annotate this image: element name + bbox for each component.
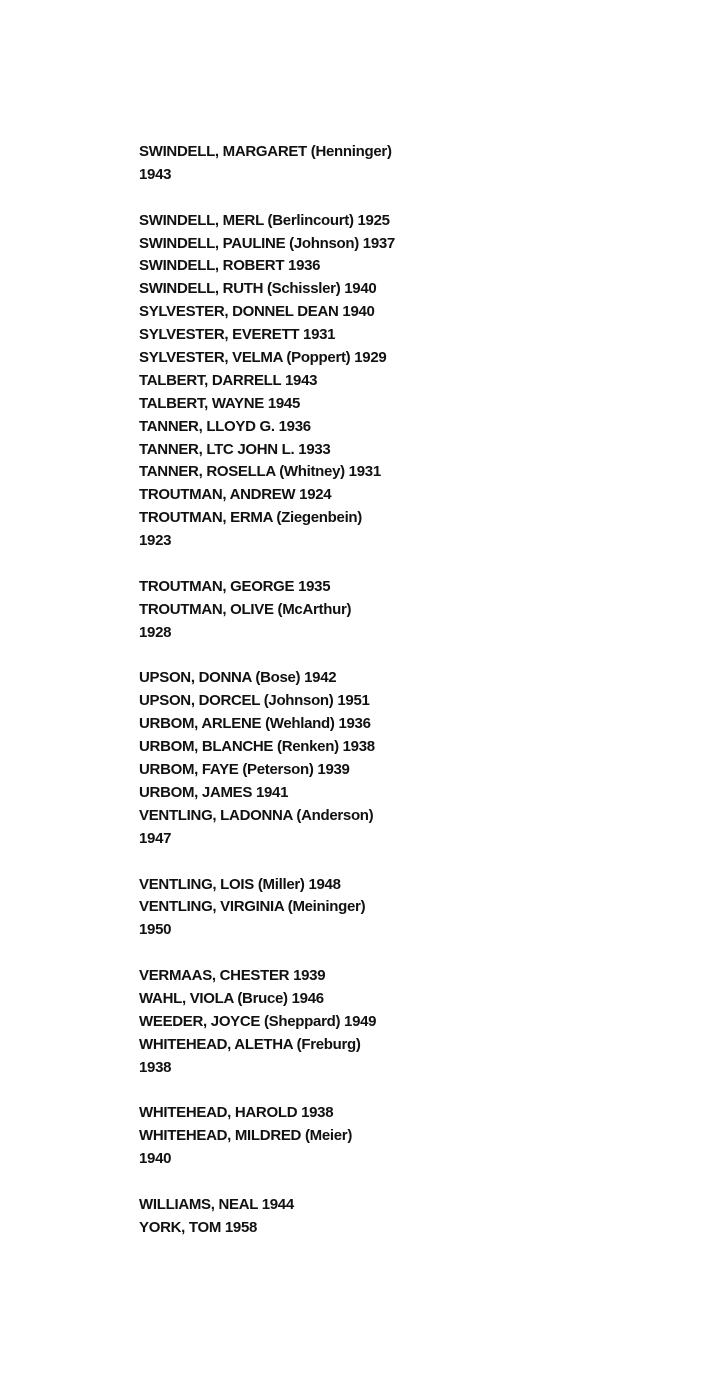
list-item: TANNER, ROSELLA (Whitney) 1931 bbox=[139, 463, 381, 481]
list-item: SYLVESTER, VELMA (Poppert) 1929 bbox=[139, 349, 387, 367]
blank-line bbox=[139, 187, 559, 210]
list-item: 1947 bbox=[139, 829, 172, 847]
list-item: 1940 bbox=[139, 1150, 172, 1168]
list-item: UPSON, DONNA (Bose) 1942 bbox=[139, 669, 337, 687]
list-item: SYLVESTER, EVERETT 1931 bbox=[139, 326, 336, 344]
blank-line bbox=[139, 553, 559, 576]
blank-line bbox=[139, 645, 559, 668]
list-item: TROUTMAN, GEORGE 1935 bbox=[139, 577, 331, 595]
list-item: TALBERT, WAYNE 1945 bbox=[139, 394, 301, 412]
list-item: 1923 bbox=[139, 532, 172, 550]
blank-line bbox=[139, 1171, 559, 1194]
list-item: URBOM, JAMES 1941 bbox=[139, 783, 289, 801]
list-item: TANNER, LLOYD G. 1936 bbox=[139, 417, 311, 435]
list-item: TROUTMAN, OLIVE (McArthur) bbox=[139, 600, 352, 618]
list-item: WILLIAMS, NEAL 1944 bbox=[139, 1195, 294, 1213]
list-item: 1950 bbox=[139, 921, 172, 939]
list-item: TROUTMAN, ERMA (Ziegenbein) bbox=[139, 509, 362, 527]
list-item: 1943 bbox=[139, 165, 172, 183]
list-item: URBOM, ARLENE (Wehland) 1936 bbox=[139, 715, 371, 733]
list-item: WHITEHEAD, MILDRED (Meier) bbox=[139, 1127, 353, 1145]
name-list bbox=[139, 141, 559, 1240]
list-item: SYLVESTER, DONNEL DEAN 1940 bbox=[139, 303, 375, 321]
list-item: UPSON, DORCEL (Johnson) 1951 bbox=[139, 692, 370, 710]
list-item: URBOM, FAYE (Peterson) 1939 bbox=[139, 761, 350, 779]
list-item: WHITEHEAD, HAROLD 1938 bbox=[139, 1104, 334, 1122]
list-item: SWINDELL, MARGARET (Henninger) bbox=[139, 143, 392, 160]
list-item: TANNER, LTC JOHN L. 1933 bbox=[139, 440, 331, 458]
list-item: SWINDELL, PAULINE (Johnson) 1937 bbox=[139, 234, 395, 252]
list-item: YORK, TOM 1958 bbox=[139, 1218, 258, 1236]
list-item: TALBERT, DARRELL 1943 bbox=[139, 371, 318, 389]
list-item: VENTLING, LOIS (Miller) 1948 bbox=[139, 875, 341, 893]
list-item: WHITEHEAD, ALETHA (Freburg) bbox=[139, 1035, 361, 1053]
list-item: SWINDELL, RUTH (Schissler) 1940 bbox=[139, 280, 377, 298]
list-item: WEEDER, JOYCE (Sheppard) 1949 bbox=[139, 1012, 377, 1030]
list-item: VERMAAS, CHESTER 1939 bbox=[139, 967, 326, 985]
list-item: VENTLING, VIRGINIA (Meininger) bbox=[139, 898, 366, 916]
list-item: 1928 bbox=[139, 623, 172, 641]
list-item: SWINDELL, MERL (Berlincourt) 1925 bbox=[139, 211, 390, 229]
blank-line bbox=[139, 851, 559, 874]
blank-line bbox=[139, 942, 559, 965]
list-item: SWINDELL, ROBERT 1936 bbox=[139, 257, 321, 275]
list-item: VENTLING, LADONNA (Anderson) bbox=[139, 806, 374, 824]
blank-line bbox=[139, 1080, 559, 1103]
list-item: TROUTMAN, ANDREW 1924 bbox=[139, 486, 332, 504]
list-item: 1938 bbox=[139, 1058, 172, 1076]
list-item: WAHL, VIOLA (Bruce) 1946 bbox=[139, 989, 324, 1007]
list-item: URBOM, BLANCHE (Renken) 1938 bbox=[139, 738, 375, 756]
